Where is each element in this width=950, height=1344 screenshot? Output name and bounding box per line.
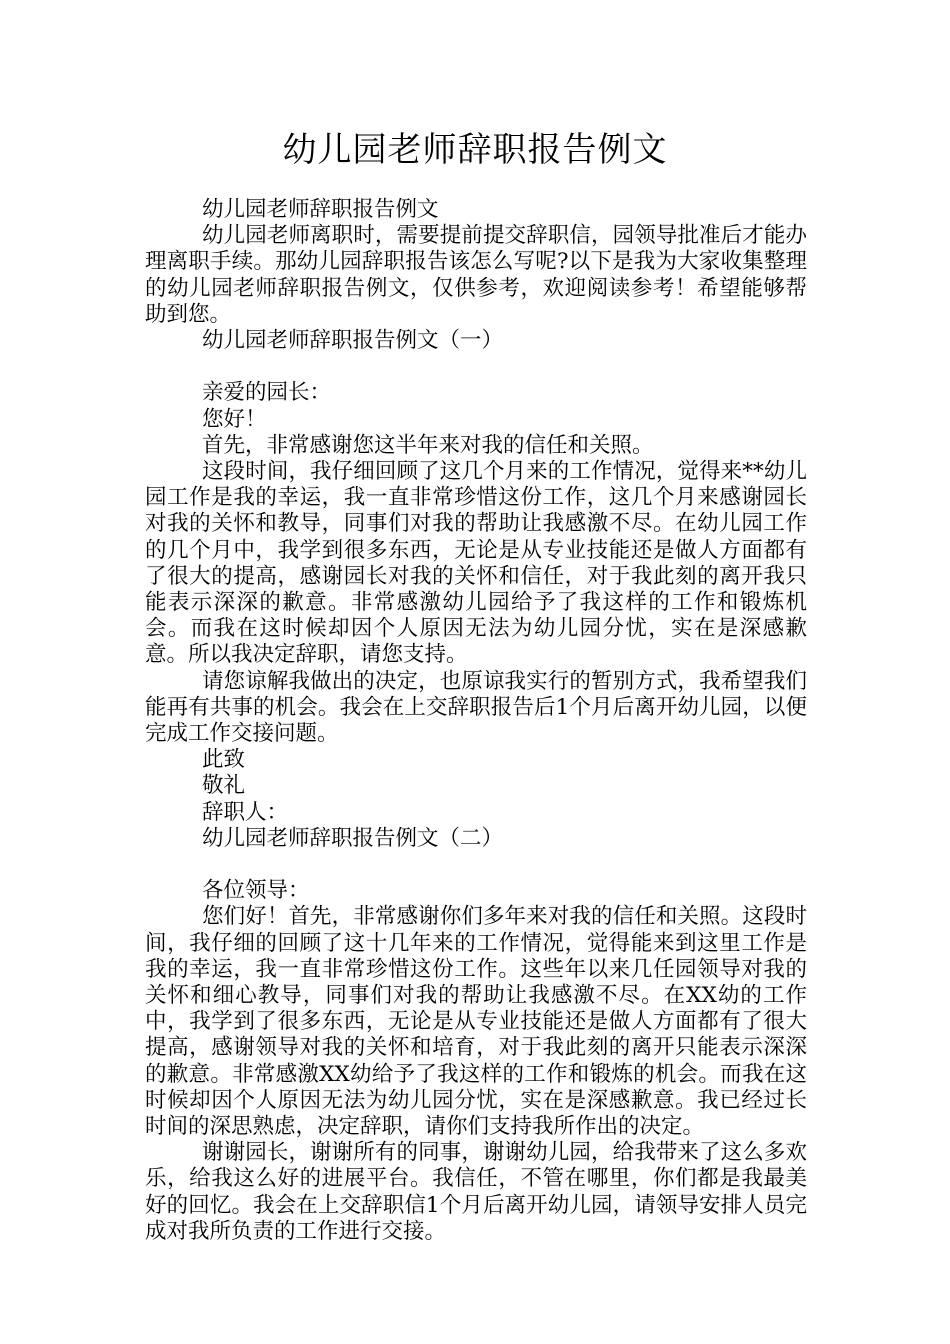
document-title: 幼儿园老师辞职报告例文 bbox=[282, 130, 668, 170]
letter-1-paragraph: 请您谅解我做出的决定，也原谅我实行的暂别方式，我希望我们能再有共事的机会。我会在上交辞职报告后1个月后离开幼儿园，以便完成工作交接问题。 bbox=[145, 668, 807, 747]
intro-paragraph: 幼儿园老师离职时，需要提前提交辞职信，园领导批准后才能办理离职手续。那幼儿园辞职报告该怎么写呢?以下是我为大家收集整理的幼儿园老师辞职报告例文，仅供参考，欢迎阅读参考！希望能够帮助到您。 bbox=[145, 223, 807, 327]
greeting-1: 您好！ bbox=[202, 406, 267, 432]
signature-line: 辞职人： bbox=[202, 799, 289, 825]
document-body bbox=[145, 197, 807, 1245]
closing-2: 敬礼 bbox=[202, 773, 246, 799]
section-heading-1: 幼儿园老师辞职报告例文（一） bbox=[202, 328, 504, 354]
salutation-1: 亲爱的园长： bbox=[202, 380, 332, 406]
intro-heading: 幼儿园老师辞职报告例文 bbox=[202, 197, 439, 222]
letter-1-paragraph: 这段时间，我仔细回顾了这几个月来的工作情况，觉得来**幼儿园工作是我的幸运，我一直非常珍惜这份工作，这几个月来感谢园长对我的关怀和教导，同事们对我的帮助让我感激不尽。在幼儿园工作的几个月中，我学到很多东西，无论是从专业技能还是做人方面都有了很大的提高，感谢园长对我的关怀和信任，对于我此刻的离开我只能表示深深的歉意。非常感激幼儿园给予了我这样的工作和锻炼机会。而我在这时候却因个人原因无法为幼儿园分忧，实在是深感歉意。所以我决定辞职，请您支持。 bbox=[145, 459, 807, 668]
blank-line bbox=[145, 852, 807, 878]
letter-2-paragraph: 谢谢园长，谢谢所有的同事，谢谢幼儿园，给我带来了这么多欢乐，给我这么好的进展平台。我信任，不管在哪里，你们都是我最美好的回忆。我会在上交辞职信1个月后离开幼儿园，请领导安排人员完成对我所负责的工作进行交接。 bbox=[145, 1140, 807, 1244]
section-heading-2: 幼儿园老师辞职报告例文（二） bbox=[202, 825, 504, 851]
letter-1-paragraph: 首先，非常感谢您这半年来对我的信任和关照。 bbox=[202, 432, 654, 458]
closing-1: 此致 bbox=[202, 747, 246, 773]
blank-line bbox=[145, 354, 807, 380]
salutation-2: 各位领导： bbox=[202, 878, 310, 904]
letter-2-paragraph: 您们好！首先，非常感谢你们多年来对我的信任和关照。这段时间，我仔细的回顾了这十几年来的工作情况，觉得能来到这里工作是我的幸运，我一直非常珍惜这份工作。这些年以来几任园领导对我的关怀和细心教导，同事们对我的帮助让我感激不尽。在XX幼的工作中，我学到了很多东西，无论是从专业技能还是做人方面都有了很大提高，感谢领导对我的关怀和培育，对于我此刻的离开只能表示深深的歉意。非常感激XX幼给予了我这样的工作和锻炼的机会。而我在这时候却因个人原因无法为幼儿园分忧，实在是深感歉意。我已经过长时间的深思熟虑，决定辞职，请你们支持我所作出的决定。 bbox=[145, 904, 807, 1140]
